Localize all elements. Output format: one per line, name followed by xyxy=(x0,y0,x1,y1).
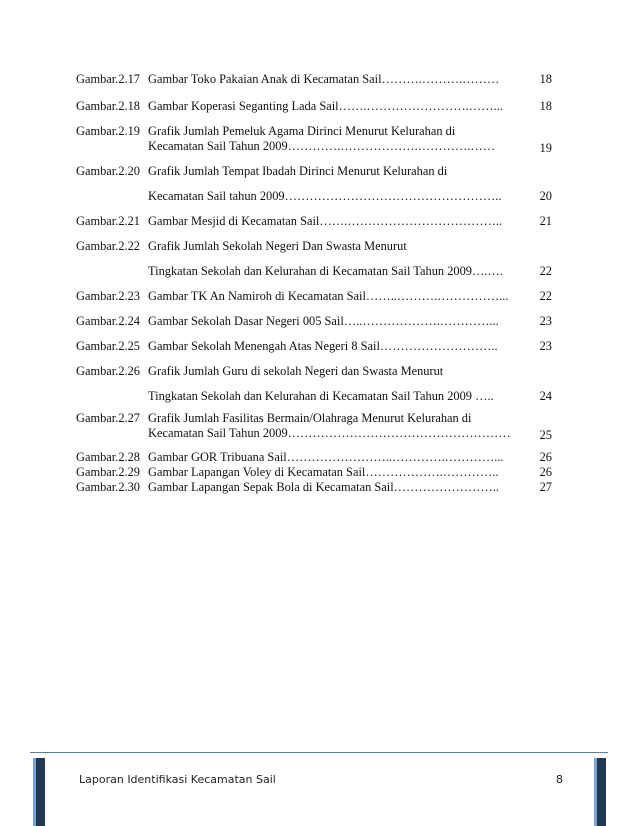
list-of-figures-entry-2-20 xyxy=(76,164,556,204)
list-of-figures-entry-2-28 xyxy=(76,450,556,465)
entry-row-continued xyxy=(76,264,556,279)
page-reference: 20 xyxy=(539,189,552,203)
page-reference: 25 xyxy=(539,428,552,442)
entry-row xyxy=(76,450,556,465)
entry-row xyxy=(76,124,556,139)
entry-row-continued xyxy=(76,426,556,441)
entry-row xyxy=(76,465,556,480)
figure-caption: Gambar Sekolah Menengah Atas Negeri 8 Sail……………………….. xyxy=(148,339,498,353)
figure-caption: Grafik Jumlah Sekolah Negeri Dan Swasta Menurut xyxy=(148,239,407,253)
figure-number: Gambar.2.20 xyxy=(76,164,141,178)
entry-row xyxy=(76,164,556,179)
figure-number: Gambar.2.28 xyxy=(76,450,141,464)
figure-number: Gambar.2.18 xyxy=(76,99,141,113)
list-of-figures-entry-2-21 xyxy=(76,214,556,229)
list-of-figures-entry-2-19 xyxy=(76,124,556,154)
list-of-figures-entry-2-23 xyxy=(76,289,556,304)
page-reference: 22 xyxy=(539,289,552,303)
page-reference: 19 xyxy=(539,141,552,155)
figure-caption: Gambar Lapangan Sepak Bola di Kecamatan Sail…………………….. xyxy=(148,480,499,494)
list-of-figures-entry-2-24 xyxy=(76,314,556,329)
entry-row xyxy=(76,364,556,379)
footer-report-title: Laporan Identifikasi Kecamatan Sail xyxy=(79,773,276,786)
figure-caption-continued: Kecamatan Sail Tahun 2009………….……………….………….…… xyxy=(148,139,496,153)
page-reference: 22 xyxy=(539,264,552,278)
list-of-figures-entry-2-30 xyxy=(76,480,556,495)
figure-number: Gambar.2.29 xyxy=(76,465,141,479)
figure-caption: Gambar TK An Namiroh di Kecamatan Sail……..……….……………... xyxy=(148,289,509,303)
figure-number: Gambar.2.22 xyxy=(76,239,141,253)
figure-caption: Gambar Toko Pakaian Anak di Kecamatan Sail……….……….……… xyxy=(148,72,500,86)
list-of-figures-entry-2-29 xyxy=(76,465,556,480)
footer-divider xyxy=(30,752,608,753)
figure-number: Gambar.2.26 xyxy=(76,364,141,378)
entry-row xyxy=(76,289,556,304)
figure-caption: Gambar Sekolah Dasar Negeri 005 Sail…..……………….…………... xyxy=(148,314,499,328)
entry-row xyxy=(76,72,556,87)
figure-number: Gambar.2.21 xyxy=(76,214,141,228)
list-of-figures-entry-2-17 xyxy=(76,72,556,87)
entry-row xyxy=(76,480,556,495)
entry-row-continued xyxy=(76,389,556,404)
page-reference: 24 xyxy=(539,389,552,403)
figure-caption: Grafik Jumlah Tempat Ibadah Dirinci Menurut Kelurahan di xyxy=(148,164,448,178)
figure-number: Gambar.2.17 xyxy=(76,72,141,86)
figure-caption: Grafik Jumlah Guru di sekolah Negeri dan Swasta Menurut xyxy=(148,364,444,378)
entry-row xyxy=(76,239,556,254)
figure-number: Gambar.2.27 xyxy=(76,411,141,425)
page-reference: 26 xyxy=(539,465,552,479)
entry-row xyxy=(76,99,556,114)
figure-number: Gambar.2.24 xyxy=(76,314,141,328)
entry-row xyxy=(76,214,556,229)
page-reference: 27 xyxy=(539,480,552,494)
figure-caption-continued: Tingkatan Sekolah dan Kelurahan di Kecamatan Sail Tahun 2009….…. xyxy=(148,264,503,278)
figure-caption: Gambar Koperasi Seganting Lada Sail…….…………………….……... xyxy=(148,99,503,113)
figure-caption-continued: Kecamatan Sail Tahun 2009……………………………………………… xyxy=(148,426,511,440)
list-of-figures-entry-2-27 xyxy=(76,411,556,441)
footer-left-accent-bar xyxy=(33,758,45,826)
list-of-figures-entry-2-22 xyxy=(76,239,556,279)
figure-caption-continued: Tingkatan Sekolah dan Kelurahan di Kecamatan Sail Tahun 2009 ….. xyxy=(148,389,494,403)
list-of-figures-entry-2-18 xyxy=(76,99,556,114)
page-reference: 21 xyxy=(539,214,552,228)
figure-number: Gambar.2.23 xyxy=(76,289,141,303)
figure-caption: Gambar Mesjid di Kecamatan Sail…….……………………………….. xyxy=(148,214,503,228)
page-reference: 23 xyxy=(539,339,552,353)
footer-page-number: 8 xyxy=(556,773,563,786)
footer-right-accent-bar xyxy=(594,758,606,826)
page-reference: 18 xyxy=(539,99,552,113)
figure-number: Gambar.2.25 xyxy=(76,339,141,353)
figure-caption-continued: Kecamatan Sail tahun 2009…………………………………………….. xyxy=(148,189,502,203)
page-reference: 18 xyxy=(539,72,552,86)
figure-caption: Gambar Lapangan Voley di Kecamatan Sail……………….………….. xyxy=(148,465,499,479)
figure-caption: Grafik Jumlah Pemeluk Agama Dirinci Menurut Kelurahan di xyxy=(148,124,456,138)
entry-row xyxy=(76,314,556,329)
page-reference: 26 xyxy=(539,450,552,464)
entry-row-continued xyxy=(76,139,556,154)
entry-row xyxy=(76,339,556,354)
figure-number: Gambar.2.19 xyxy=(76,124,141,138)
entry-row-continued xyxy=(76,189,556,204)
figure-caption: Gambar GOR Tribuana Sail……………………..………….…………... xyxy=(148,450,504,464)
entry-row xyxy=(76,411,556,426)
page-reference: 23 xyxy=(539,314,552,328)
list-of-figures-entry-2-25 xyxy=(76,339,556,354)
list-of-figures-entry-2-26 xyxy=(76,364,556,404)
figure-number: Gambar.2.30 xyxy=(76,480,141,494)
figure-caption: Grafik Jumlah Fasilitas Bermain/Olahraga Menurut Kelurahan di xyxy=(148,411,472,425)
